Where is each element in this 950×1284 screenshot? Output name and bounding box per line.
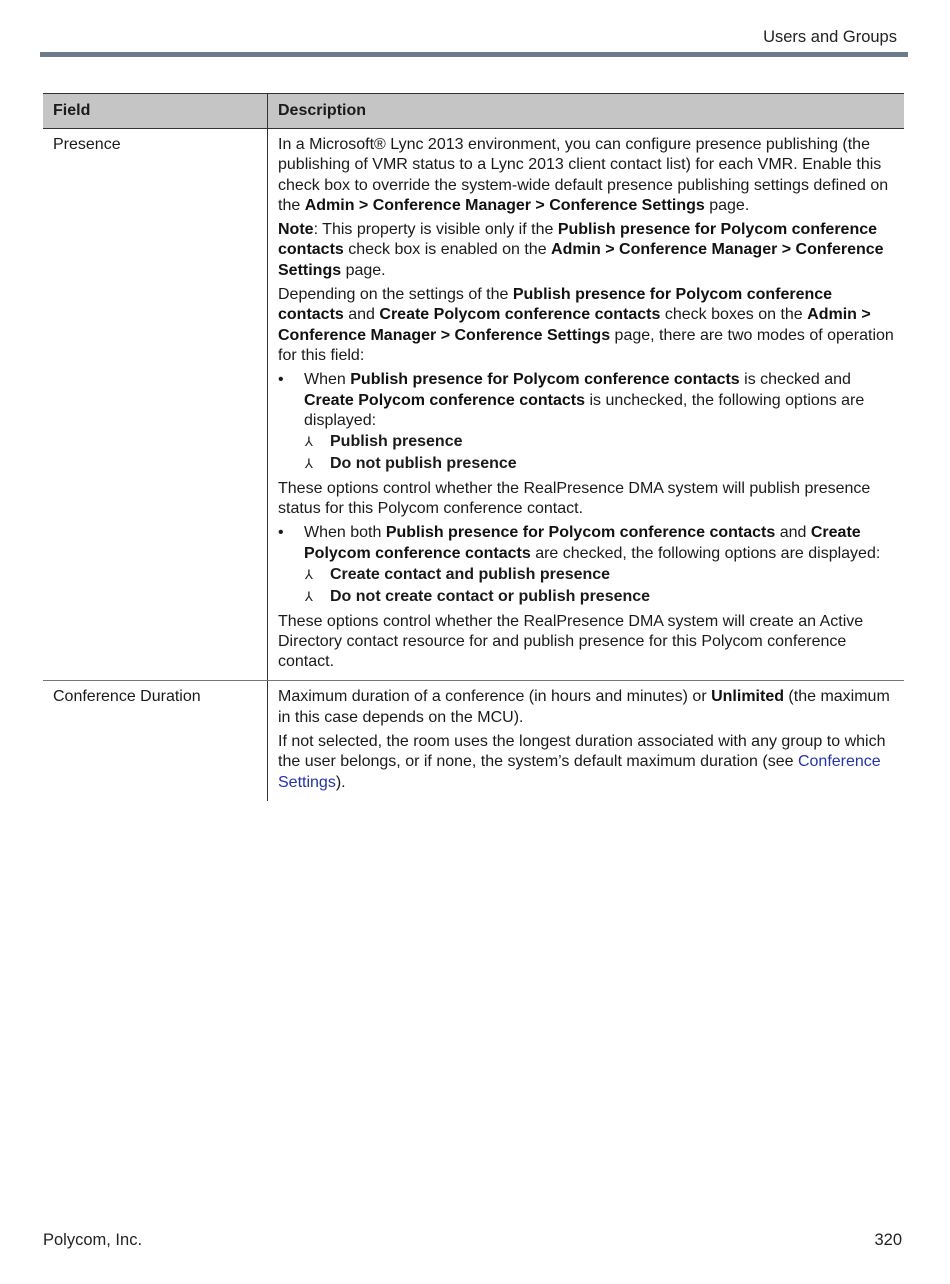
table-header-row — [43, 94, 904, 129]
table-row-conference-duration — [43, 681, 904, 801]
option-item: ⅄ Create contact and publish presence — [304, 565, 894, 585]
presence-note: Note: This property is visible only if the Publish presence for Polycom conference contacts check box is enabled on the Admin > Conference Manager > Conference Settings page. — [278, 221, 884, 279]
option-bullet-icon: ⅄ — [305, 566, 313, 582]
option-list — [304, 432, 894, 475]
column-header-field: Field — [43, 94, 268, 129]
field-description-table — [43, 93, 904, 801]
bullet-list-mode-2 — [278, 523, 894, 607]
footer-company: Polycom, Inc. — [43, 1231, 143, 1249]
table-row-presence — [43, 129, 904, 681]
conference-settings-link[interactable]: Conference Settings — [278, 753, 881, 791]
option-item: ⅄ Do not create contact or publish presence — [304, 587, 894, 607]
list-item: • When Publish presence for Polycom conference contacts is checked and Create Polycom conference contacts is unchecked, the following options are displayed: ⅄ Publish presence ⅄ Do not publish presence — [278, 370, 894, 474]
field-name-conference-duration: Conference Duration — [43, 681, 268, 801]
presence-paragraph-2: Depending on the settings of the Publish presence for Polycom conference contacts and Create Polycom conference contacts check boxes on the Admin > Conference Manager > Conference Settings page, there are two modes of operation for this field: — [278, 286, 894, 364]
list-item: • When both Publish presence for Polycom conference contacts and Create Polycom conference contacts are checked, the following options are displayed: ⅄ Create contact and publish presence ⅄ Do not create contact or publish presence — [278, 523, 894, 607]
field-name-presence: Presence — [43, 129, 268, 681]
header-divider — [40, 52, 908, 57]
bullet-list-mode-1 — [278, 370, 894, 474]
column-header-description: Description — [268, 94, 905, 129]
duration-paragraph-2: If not selected, the room uses the longest duration associated with any group to which the user belongs, or if none, the system’s default maximum duration (see Conference Settings). — [278, 733, 886, 791]
page-number: 320 — [874, 1231, 902, 1249]
description-conference-duration — [268, 681, 905, 801]
presence-paragraph-4: These options control whether the RealPresence DMA system will create an Active Directory contact resource for and publish presence for this Polycom conference contact. — [278, 612, 864, 671]
duration-paragraph-1: Maximum duration of a conference (in hours and minutes) or Unlimited (the maximum in this case depends on the MCU). — [278, 688, 890, 726]
presence-paragraph-3: These options control whether the RealPresence DMA system will publish presence status for this Polycom conference contact. — [278, 479, 871, 518]
option-bullet-icon: ⅄ — [305, 456, 313, 472]
presence-paragraph-1: In a Microsoft® Lync 2013 environment, you can configure presence publishing (the publishing of VMR status to a Lync 2013 client contact list) for each VMR. Enable this check box to override the system-wide default presence publishing settings defined on the Admin > Conference Manager > Conference Settings page. — [278, 136, 889, 214]
option-list — [304, 565, 894, 608]
running-header-title: Users and Groups — [763, 28, 897, 46]
option-bullet-icon: ⅄ — [305, 589, 313, 605]
option-item: ⅄ Publish presence — [304, 432, 894, 452]
note-label: Note — [278, 221, 314, 239]
option-item: ⅄ Do not publish presence — [304, 454, 894, 474]
option-bullet-icon: ⅄ — [305, 434, 313, 450]
description-presence — [268, 129, 905, 681]
